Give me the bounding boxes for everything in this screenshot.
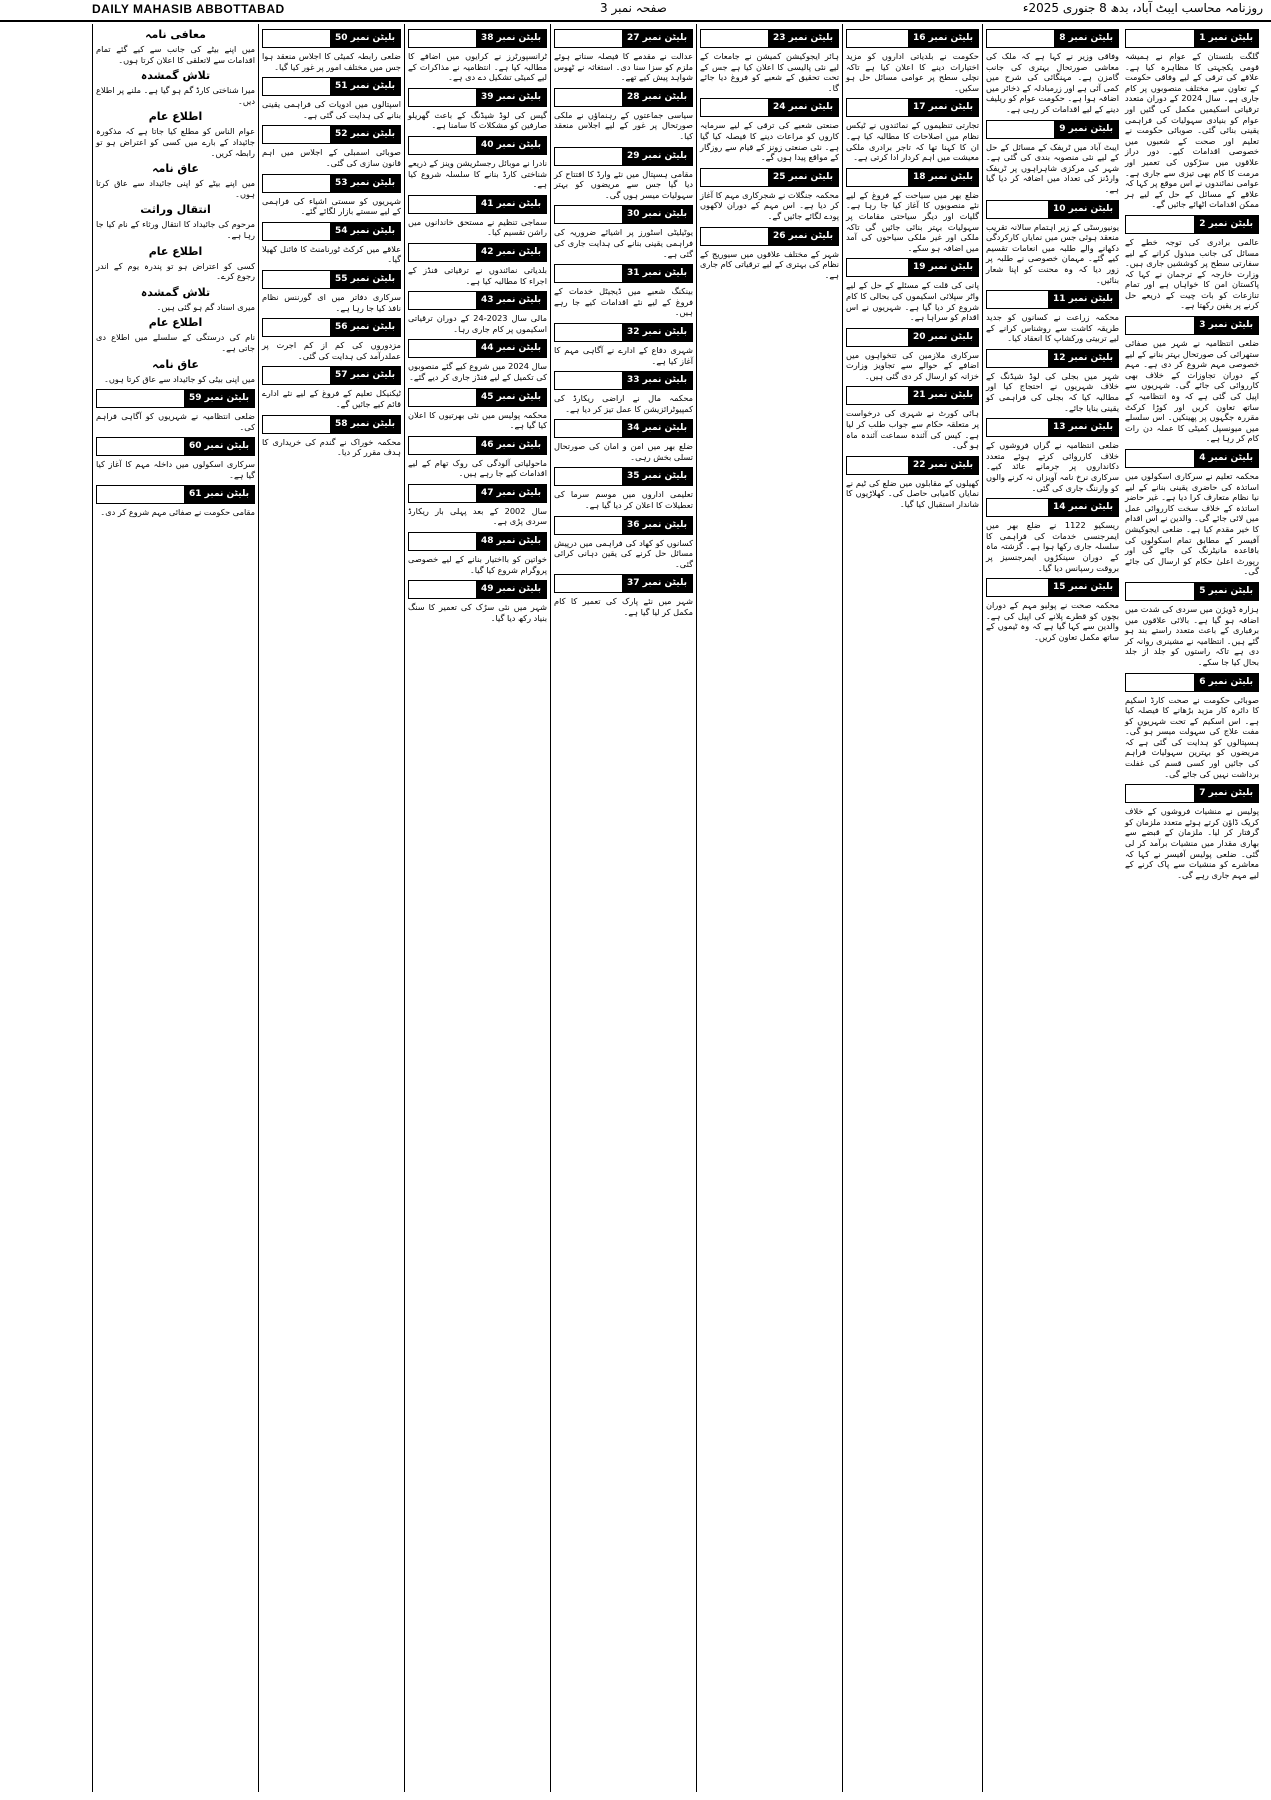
bulletin-label: بلیٹن نمبر 20 bbox=[908, 329, 978, 346]
news-column bbox=[404, 24, 550, 1792]
bulletin-header bbox=[408, 339, 547, 358]
bulletin-label: بلیٹن نمبر 27 bbox=[622, 30, 692, 47]
bulletin-label: بلیٹن نمبر 42 bbox=[476, 244, 546, 261]
bulletin-label: بلیٹن نمبر 17 bbox=[908, 99, 978, 116]
article-text: سرکاری ملازمین کی تنخواہوں میں اضافے کے حوالے سے تجاویز وزارت خزانہ کو ارسال کر دی گئی ہیں۔ bbox=[846, 349, 979, 381]
bulletin-label: بلیٹن نمبر 44 bbox=[476, 340, 546, 357]
notice-heading: تلاش گمشدہ bbox=[140, 285, 211, 299]
bulletin-header bbox=[846, 29, 979, 48]
article-text: میری اسناد گم ہو گئی ہیں۔ bbox=[156, 301, 255, 312]
article-text: صوبائی اسمبلی کے اجلاس میں اہم قانون سازی کی گئی۔ bbox=[262, 147, 401, 168]
article-text: یونیورسٹی کے زیر اہتمام سالانہ تقریب منعقد ہوئی جس میں نمایاں کارکردگی دکھانے والے طلبہ میں انعامات تقسیم کیے گئے۔ مہمان خصوصی نے طلبہ پر زور دیا کہ وہ محنت کو اپنا شعار بنائیں۔ bbox=[986, 221, 1119, 285]
article-text: شہریوں کو سستی اشیاء کی فراہمی کے لیے سستے بازار لگائے گئے۔ bbox=[262, 195, 401, 217]
bulletin-header bbox=[554, 205, 693, 224]
article-text: مقامی حکومت نے صفائی مہم شروع کر دی۔ bbox=[100, 507, 255, 518]
bulletin-header bbox=[262, 270, 401, 289]
bulletin-header bbox=[408, 29, 547, 48]
article-text: سماجی تنظیم نے مستحق خاندانوں میں راشن تقسیم کیا۔ bbox=[408, 216, 547, 238]
bulletin-header bbox=[554, 574, 693, 593]
bulletin-label: بلیٹن نمبر 16 bbox=[908, 30, 978, 47]
bulletin-header bbox=[408, 291, 547, 310]
bulletin-header bbox=[408, 532, 547, 551]
bulletin-header bbox=[700, 98, 839, 117]
bulletin-header bbox=[1125, 316, 1259, 335]
bulletin-header bbox=[700, 29, 839, 48]
bulletin-label: بلیٹن نمبر 56 bbox=[330, 319, 400, 336]
bulletin-label: بلیٹن نمبر 51 bbox=[330, 78, 400, 95]
article-text: سال 2002 کے بعد پہلی بار ریکارڈ سردی پڑی ہے۔ bbox=[408, 505, 548, 527]
article-text: علاقے میں کرکٹ ٹورنامنٹ کا فائنل کھیلا گیا۔ bbox=[262, 243, 401, 265]
article-text: یوٹیلیٹی اسٹورز پر اشیائے ضروریہ کی فراہمی یقینی بنانے کی ہدایت جاری کی گئی ہے۔ bbox=[554, 227, 693, 259]
article-text: کسی کو اعتراض ہو تو پندرہ یوم کے اندر رجوع کرے۔ bbox=[96, 260, 255, 282]
bulletin-header bbox=[554, 419, 693, 438]
dateline: روزنامہ محاسب ایبٹ آباد، بدھ 8 جنوری 2025ء bbox=[1022, 1, 1263, 15]
article-text: مرحوم کی جائیداد کا انتقال ورثاء کے نام کیا جا رہا ہے۔ bbox=[96, 219, 255, 240]
article-text: ضلع بھر میں امن و امان کی صورتحال تسلی بخش رہی۔ bbox=[554, 441, 693, 462]
bulletin-header bbox=[96, 389, 255, 408]
notice-heading: اطلاع عام bbox=[148, 316, 203, 330]
bulletin-header bbox=[986, 349, 1119, 368]
article-text: نام کی درستگی کے سلسلے میں اطلاع دی جاتی ہے۔ bbox=[96, 332, 255, 353]
bulletin-header bbox=[846, 258, 979, 277]
bulletin-header bbox=[986, 120, 1119, 139]
article-text: پانی کی قلت کے مسئلے کے حل کے لیے واٹر سپلائی اسکیموں کی بحالی کا کام شروع کر دیا گیا ہے۔ شہریوں نے اس اقدام کو سراہا ہے۔ bbox=[846, 280, 979, 323]
bulletin-header bbox=[554, 371, 693, 390]
bulletin-header bbox=[262, 29, 401, 48]
article-text: گلگت بلتستان کے عوام نے ہمیشہ قومی یکجہتی کا مظاہرہ کیا ہے۔ علاقے کی ترقی کے لیے وفاقی حکومت کے تعاون سے مختلف منصوبوں پر کام جاری ہے۔ سال 2024 کے دوران متعدد ترقیاتی اسکیمیں مکمل کی گئیں اور عوام کو بنیادی سہولیات کی فراہمی یقینی بنائی گئی۔ صوبائی حکومت نے تعلیم اور صحت کے شعبوں میں خصوصی اقدامات کیے۔ دور دراز علاقوں میں سڑکوں کی تعمیر اور مرمت کا کام بھی تیزی سے جاری ہے۔ عوامی نمائندوں نے اس موقع پر کہا کہ علاقے کے مسائل کے حل کے لیے ہر ممکن اقدامات اٹھائے جائیں گے۔ bbox=[1125, 51, 1260, 210]
bulletin-label: بلیٹن نمبر 15 bbox=[1048, 579, 1118, 596]
bulletin-header bbox=[262, 366, 401, 385]
bulletin-header bbox=[986, 418, 1119, 437]
bulletin-label: بلیٹن نمبر 41 bbox=[476, 196, 546, 213]
bulletin-label: بلیٹن نمبر 55 bbox=[330, 271, 400, 288]
article-text: میں اپنے بیٹے کو اپنی جائیداد سے عاق کرتا ہوں۔ bbox=[96, 178, 255, 199]
bulletin-header bbox=[96, 485, 255, 504]
bulletin-header bbox=[408, 436, 547, 455]
news-column bbox=[696, 24, 842, 1792]
bulletin-label: بلیٹن نمبر 35 bbox=[622, 468, 692, 485]
article-text: شہر میں نئے پارک کی تعمیر کا کام مکمل کر لیا گیا ہے۔ bbox=[554, 596, 693, 618]
bulletin-header bbox=[846, 328, 979, 347]
bulletin-header bbox=[554, 323, 693, 342]
article-text: ٹرانسپورٹرز نے کرایوں میں اضافے کا مطالبہ کیا ہے۔ انتظامیہ نے مذاکرات کے لیے کمیٹی تشکیل دے دی ہے۔ bbox=[408, 51, 547, 83]
article-text: وفاقی وزیر نے کہا ہے کہ ملک کی معاشی صورتحال بہتری کی جانب گامزن ہے۔ مہنگائی کی شرح میں کمی آئی ہے اور زرمبادلہ کے ذخائر میں اضافہ ہوا ہے۔ حکومت عوام کو ریلیف دینے کے لیے اقدامات کر رہی ہے۔ bbox=[986, 51, 1119, 114]
bulletin-label: بلیٹن نمبر 18 bbox=[908, 169, 978, 186]
bulletin-header bbox=[846, 456, 979, 475]
bulletin-label: بلیٹن نمبر 45 bbox=[476, 389, 546, 406]
article-text: شہر میں نئی سڑک کی تعمیر کا سنگ بنیاد رکھ دیا گیا۔ bbox=[408, 602, 547, 623]
bulletin-header bbox=[262, 318, 401, 337]
bulletin-label: بلیٹن نمبر 4 bbox=[1194, 450, 1258, 467]
bulletin-label: بلیٹن نمبر 39 bbox=[476, 89, 546, 106]
bulletin-label: بلیٹن نمبر 29 bbox=[622, 148, 692, 165]
notice-heading: تلاش گمشدہ bbox=[140, 69, 211, 83]
article-text: مزدوروں کی کم از کم اجرت پر عملدرآمد کی ہدایت کی گئی۔ bbox=[262, 340, 401, 361]
article-text: محکمہ جنگلات نے شجرکاری مہم کا آغاز کر دیا ہے۔ اس مہم کے دوران لاکھوں پودے لگائے جائیں گے۔ bbox=[700, 189, 839, 221]
bulletin-header bbox=[846, 168, 979, 187]
bulletin-header bbox=[1125, 215, 1259, 234]
bulletin-label: بلیٹن نمبر 31 bbox=[622, 265, 692, 282]
article-text: کھیلوں کے مقابلوں میں ضلع کی ٹیم نے نمایاں کامیابی حاصل کی۔ کھلاڑیوں کا شاندار استقبال کیا گیا۔ bbox=[846, 477, 979, 510]
bulletin-label: بلیٹن نمبر 57 bbox=[330, 367, 400, 384]
masthead: DAILY MAHASIB ABBOTTABAD bbox=[92, 2, 285, 16]
bulletin-header bbox=[262, 125, 401, 144]
article-text: صنعتی شعبے کی ترقی کے لیے سرمایہ کاروں کو مراعات دینے کا فیصلہ کیا گیا ہے۔ نئی صنعتی زونز کے قیام سے روزگار کے مواقع پیدا ہوں گے۔ bbox=[700, 120, 839, 163]
article-text: محکمہ مال نے اراضی ریکارڈ کی کمپیوٹرائزیشن کا عمل تیز کر دیا ہے۔ bbox=[554, 393, 693, 414]
article-text: ضلعی انتظامیہ نے شہریوں کو آگاہی فراہم کی۔ bbox=[96, 411, 255, 432]
news-column bbox=[982, 24, 1122, 1792]
bulletin-header bbox=[408, 195, 547, 214]
bulletin-header bbox=[986, 578, 1119, 597]
bulletin-header bbox=[262, 174, 401, 193]
notice-heading: انتقال وراثت bbox=[140, 203, 211, 217]
bulletin-label: بلیٹن نمبر 8 bbox=[1054, 30, 1118, 47]
article-text: سال 2024 میں شروع کیے گئے منصوبوں کی تکمیل کے لیے فنڈز جاری کر دیے گئے۔ bbox=[408, 361, 548, 382]
bulletin-label: بلیٹن نمبر 22 bbox=[908, 457, 978, 474]
article-text: ٹیکنیکل تعلیم کے فروغ کے لیے نئے ادارے قائم کیے جائیں گے۔ bbox=[262, 388, 401, 409]
bulletin-label: بلیٹن نمبر 26 bbox=[768, 228, 838, 245]
bulletin-label: بلیٹن نمبر 23 bbox=[768, 30, 838, 47]
bulletin-label: بلیٹن نمبر 46 bbox=[476, 437, 546, 454]
bulletin-label: بلیٹن نمبر 25 bbox=[768, 169, 838, 186]
bulletin-header bbox=[1125, 673, 1259, 692]
bulletin-label: بلیٹن نمبر 53 bbox=[330, 175, 400, 192]
bulletin-header bbox=[1125, 449, 1259, 468]
bulletin-header bbox=[700, 227, 839, 246]
notice-heading: اطلاع عام bbox=[148, 244, 203, 258]
bulletin-header bbox=[554, 264, 693, 283]
article-text: مالی سال 2023-24 کے دوران ترقیاتی اسکیموں پر کام جاری رہا۔ bbox=[408, 313, 547, 334]
article-text: محکمہ زراعت نے کسانوں کو جدید طریقہ کاشت سے روشناس کرانے کے لیے تربیتی ورکشاپ کا انعقاد کیا۔ bbox=[986, 312, 1119, 344]
bulletin-header bbox=[986, 200, 1119, 219]
article-text: میں اپنے بیٹے کی جانب سے کیے گئے تمام اقدامات سے لاتعلقی کا اعلان کرتا ہوں۔ bbox=[96, 44, 255, 65]
article-text: ماحولیاتی آلودگی کی روک تھام کے لیے اقدامات کیے جا رہے ہیں۔ bbox=[408, 457, 547, 479]
bulletin-label: بلیٹن نمبر 11 bbox=[1048, 291, 1118, 308]
article-text: پولیس نے منشیات فروشوں کے خلاف کریک ڈاؤن کرتے ہوئے متعدد ملزمان کو گرفتار کر لیا۔ ملزمان کے قبضے سے بھاری مقدار میں منشیات برآمد کر لی گئی۔ ضلعی پولیس آفیسر نے کہا کہ معاشرے کو منشیات سے پاک کرنے کے لیے مہم جاری رہے گی۔ bbox=[1125, 806, 1259, 880]
article-text: کسانوں کو کھاد کی فراہمی میں درپیش مسائل حل کرنے کی یقین دہانی کرائی گئی۔ bbox=[554, 537, 693, 569]
bulletin-header bbox=[554, 147, 693, 166]
bulletin-label: بلیٹن نمبر 36 bbox=[622, 517, 692, 534]
bulletin-label: بلیٹن نمبر 1 bbox=[1194, 30, 1258, 47]
bulletin-header bbox=[1125, 784, 1259, 803]
bulletin-header bbox=[1125, 29, 1259, 48]
article-text: شہر کے مختلف علاقوں میں سیوریج کے نظام کی بہتری کے لیے ترقیاتی کام جاری ہے۔ bbox=[700, 248, 839, 280]
article-text: محکمہ صحت نے پولیو مہم کے دوران بچوں کو قطرے پلانے کی اپیل کی ہے۔ والدین سے کہا گیا ہے کہ وہ ٹیموں کے ساتھ مکمل تعاون کریں۔ bbox=[986, 600, 1119, 642]
bulletin-label: بلیٹن نمبر 19 bbox=[908, 259, 978, 276]
bulletin-label: بلیٹن نمبر 6 bbox=[1194, 674, 1258, 691]
bulletin-header bbox=[986, 29, 1119, 48]
bulletin-header bbox=[262, 77, 401, 96]
bulletin-header bbox=[846, 386, 979, 405]
bulletin-label: بلیٹن نمبر 37 bbox=[622, 575, 692, 592]
article-text: سرکاری دفاتر میں ای گورننس نظام نافذ کیا جا رہا ہے۔ bbox=[262, 291, 401, 313]
article-text: ہزارہ ڈویژن میں سردی کی شدت میں اضافہ ہو گیا ہے۔ بالائی علاقوں میں برفباری کے باعث متعدد راستے بند ہو گئے ہیں۔ انتظامیہ نے مشینری روانہ کر دی ہے تاکہ راستوں کو جلد از جلد بحال کیا جا سکے۔ bbox=[1125, 603, 1259, 667]
bulletin-header bbox=[700, 168, 839, 187]
page-header bbox=[0, 0, 1271, 22]
bulletin-header bbox=[408, 88, 547, 107]
bulletin-header bbox=[554, 516, 693, 535]
article-text: مقامی ہسپتال میں نئے وارڈ کا افتتاح کر دیا گیا جس سے مریضوں کو بہتر سہولیات میسر ہوں گی۔ bbox=[554, 168, 693, 200]
article-text: خواتین کو بااختیار بنانے کے لیے خصوصی پروگرام شروع کیا گیا۔ bbox=[408, 554, 547, 575]
article-text: عوام الناس کو مطلع کیا جاتا ہے کہ مذکورہ جائیداد کے بارے میں کسی کو اعتراض ہو تو رابطہ کریں۔ bbox=[96, 126, 255, 158]
article-text: بینکنگ شعبے میں ڈیجیٹل خدمات کے فروغ کے لیے نئے اقدامات کیے جا رہے ہیں۔ bbox=[554, 286, 693, 318]
bulletin-label: بلیٹن نمبر 28 bbox=[622, 89, 692, 106]
bulletin-label: بلیٹن نمبر 2 bbox=[1194, 216, 1258, 233]
article-text: عدالت نے مقدمے کا فیصلہ سناتے ہوئے ملزم کو سزا سنا دی۔ استغاثہ نے ٹھوس شواہد پیش کیے تھے۔ bbox=[554, 51, 693, 83]
article-text: محکمہ تعلیم نے سرکاری اسکولوں میں اساتذہ کی حاضری یقینی بنانے کے لیے نیا نظام متعارف کرا دیا ہے۔ غیر حاضر اساتذہ کے خلاف سخت کارروائی عمل میں لائی جائے گی۔ والدین نے اس اقدام کا خیر مقدم کیا ہے۔ ضلعی ایجوکیشن آفیسر کے مطابق تمام اسکولوں کی باقاعدہ مانیٹرنگ کی جائے گی اور رپورٹ اعلیٰ حکام کو ارسال کی جائے گی۔ bbox=[1125, 471, 1259, 577]
article-text: سیاسی جماعتوں کے رہنماؤں نے ملکی صورتحال پر غور کے لیے اجلاس منعقد کیا۔ bbox=[554, 109, 693, 141]
article-text: بلدیاتی نمائندوں نے ترقیاتی فنڈز کے اجراء کا مطالبہ کیا ہے۔ bbox=[408, 264, 547, 286]
notice-heading: عاق نامہ bbox=[152, 162, 199, 176]
article-text: ضلعی انتظامیہ نے شہر میں صفائی ستھرائی کی صورتحال بہتر بنانے کے لیے خصوصی مہم شروع کر دی ہے۔ مہم کے دوران تجاوزات کے خلاف بھی کارروائی کی جائے گی۔ شہریوں سے اپیل کی گئی ہے کہ وہ انتظامیہ کے ساتھ تعاون کریں اور کوڑا کرکٹ مقررہ جگہوں پر پھینکیں۔ اس سلسلے میں میونسپل کمیٹی کا عملہ دن رات کام کر رہا ہے۔ bbox=[1125, 338, 1259, 444]
bulletin-label: بلیٹن نمبر 50 bbox=[330, 30, 400, 47]
bulletin-label: بلیٹن نمبر 34 bbox=[622, 420, 692, 437]
bulletin-label: بلیٹن نمبر 32 bbox=[622, 324, 692, 341]
bulletin-label: بلیٹن نمبر 30 bbox=[622, 206, 692, 223]
bulletin-label: بلیٹن نمبر 5 bbox=[1194, 583, 1258, 600]
article-text: ضلعی انتظامیہ نے گراں فروشوں کے خلاف کارروائی کرتے ہوئے متعدد دکانداروں پر جرمانے عائد کیے۔ سرکاری نرخ نامہ آویزاں نہ کرنے والوں کو وارننگ جاری کی گئی۔ bbox=[986, 440, 1119, 493]
article-text: سرکاری اسکولوں میں داخلہ مہم کا آغاز کیا گیا ہے۔ bbox=[96, 459, 255, 480]
bulletin-header bbox=[408, 388, 547, 407]
article-text: ضلعی رابطہ کمیٹی کا اجلاس منعقد ہوا جس میں مختلف امور پر غور کیا گیا۔ bbox=[262, 51, 401, 72]
bulletin-label: بلیٹن نمبر 60 bbox=[184, 438, 254, 455]
article-text: ایبٹ آباد میں ٹریفک کے مسائل کے حل کے لیے نئی منصوبہ بندی کی گئی ہے۔ شہر کی مرکزی شاہراہوں پر ٹریفک وارڈنز کی تعداد میں اضافہ کر دیا گیا ہے۔ bbox=[986, 141, 1119, 194]
news-column bbox=[550, 24, 696, 1792]
bulletin-label: بلیٹن نمبر 24 bbox=[768, 99, 838, 116]
bulletin-label: بلیٹن نمبر 21 bbox=[908, 387, 978, 404]
article-text: میں اپنی بیٹی کو جائیداد سے عاق کرتا ہوں۔ bbox=[104, 373, 255, 384]
news-column bbox=[92, 24, 258, 1792]
bulletin-header bbox=[554, 88, 693, 107]
article-text: تعلیمی اداروں میں موسم سرما کی تعطیلات کا اعلان کر دیا گیا ہے۔ bbox=[554, 489, 693, 511]
bulletin-label: بلیٹن نمبر 38 bbox=[476, 30, 546, 47]
notice-heading: عاق نامہ bbox=[152, 357, 199, 371]
bulletin-label: بلیٹن نمبر 13 bbox=[1048, 419, 1118, 436]
newspaper-page bbox=[92, 24, 1262, 1792]
news-column bbox=[258, 24, 404, 1792]
article-text: تجارتی تنظیموں کے نمائندوں نے ٹیکس نظام میں اصلاحات کا مطالبہ کیا ہے۔ ان کا کہنا تھا کہ تاجر برادری ملکی معیشت میں اہم کردار ادا کرتی ہے۔ bbox=[846, 120, 979, 163]
notice-heading: معافی نامہ bbox=[145, 28, 206, 41]
article-text: ہائی کورٹ نے شہری کی درخواست پر متعلقہ حکام سے جواب طلب کر لیا ہے۔ کیس کی آئندہ سماعت آئندہ ماہ ہو گی۔ bbox=[846, 408, 979, 451]
article-text: میرا شناختی کارڈ گم ہو گیا ہے۔ ملنے پر اطلاع دیں۔ bbox=[96, 85, 255, 106]
bulletin-label: بلیٹن نمبر 3 bbox=[1194, 317, 1258, 334]
article-text: عالمی برادری کی توجہ خطے کے مسائل کی جانب مبذول کرانے کے لیے سفارتی سطح پر کوششیں جاری ہیں۔ وزارت خارجہ کے ترجمان نے کہا کہ پاکستان امن کا خواہاں ہے اور تمام تنازعات کو بات چیت کے ذریعے حل کرنے پر یقین رکھتا ہے۔ bbox=[1125, 236, 1259, 311]
bulletin-label: بلیٹن نمبر 49 bbox=[476, 581, 546, 598]
bulletin-label: بلیٹن نمبر 33 bbox=[622, 372, 692, 389]
article-text: گیس کی لوڈ شیڈنگ کے باعث گھریلو صارفین کو مشکلات کا سامنا ہے۔ bbox=[408, 109, 547, 131]
bulletin-label: بلیٹن نمبر 43 bbox=[476, 292, 546, 309]
article-text: شہری دفاع کے ادارے نے آگاہی مہم کا آغاز کیا ہے۔ bbox=[554, 344, 693, 366]
news-column bbox=[1122, 24, 1262, 1792]
bulletin-header bbox=[554, 467, 693, 486]
bulletin-label: بلیٹن نمبر 52 bbox=[330, 126, 400, 143]
bulletin-label: بلیٹن نمبر 54 bbox=[330, 223, 400, 240]
bulletin-label: بلیٹن نمبر 47 bbox=[476, 485, 546, 502]
article-text: محکمہ خوراک نے گندم کی خریداری کا ہدف مقرر کر دیا۔ bbox=[262, 436, 401, 458]
bulletin-label: بلیٹن نمبر 61 bbox=[184, 486, 254, 503]
bulletin-label: بلیٹن نمبر 7 bbox=[1194, 785, 1258, 802]
bulletin-header bbox=[554, 29, 693, 48]
news-column bbox=[842, 24, 982, 1792]
article-text: شہر میں بجلی کی لوڈ شیڈنگ کے خلاف شہریوں نے احتجاج کیا اور مطالبہ کیا کہ بجلی کی فراہمی کو یقینی بنایا جائے۔ bbox=[986, 370, 1119, 413]
bulletin-header bbox=[986, 290, 1119, 309]
bulletin-header bbox=[408, 580, 547, 599]
bulletin-label: بلیٹن نمبر 58 bbox=[330, 416, 400, 433]
article-text: ہائر ایجوکیشن کمیشن نے جامعات کے لیے نئی پالیسی کا اعلان کیا ہے جس کے تحت تحقیق کے شعبے کو فروغ دیا جائے گا۔ bbox=[700, 51, 839, 93]
bulletin-header bbox=[846, 98, 979, 117]
article-text: محکمہ پولیس میں نئی بھرتیوں کا اعلان کیا گیا ہے۔ bbox=[408, 409, 547, 431]
bulletin-header bbox=[1125, 582, 1259, 601]
bulletin-header bbox=[408, 243, 547, 262]
article-text: ریسکیو 1122 نے ضلع بھر میں ایمرجنسی خدمات کی فراہمی کا سلسلہ جاری رکھا ہوا ہے۔ گزشتہ ماہ کے دوران سینکڑوں ایمرجنسیز پر بروقت رسپانس دیا گیا۔ bbox=[986, 520, 1119, 573]
article-text: حکومت نے بلدیاتی اداروں کو مزید اختیارات دینے کا اعلان کیا ہے تاکہ نچلی سطح پر عوامی مسائل حل ہو سکیں۔ bbox=[846, 51, 979, 93]
article-text: اسپتالوں میں ادویات کی فراہمی یقینی بنانے کی ہدایت کی گئی ہے۔ bbox=[262, 99, 401, 120]
page-number: صفحہ نمبر 3 bbox=[600, 1, 667, 15]
bulletin-label: بلیٹن نمبر 59 bbox=[184, 390, 254, 407]
bulletin-header bbox=[262, 415, 401, 434]
bulletin-header bbox=[96, 437, 255, 456]
bulletin-label: بلیٹن نمبر 9 bbox=[1054, 121, 1118, 138]
bulletin-label: بلیٹن نمبر 12 bbox=[1048, 350, 1118, 367]
bulletin-label: بلیٹن نمبر 14 bbox=[1048, 499, 1118, 516]
bulletin-header bbox=[986, 498, 1119, 517]
bulletin-label: بلیٹن نمبر 10 bbox=[1048, 201, 1118, 218]
article-text: ضلع بھر میں سیاحت کے فروغ کے لیے نئے منصوبوں کا آغاز کیا جا رہا ہے۔ گلیات اور دیگر سیاحتی مقامات پر سہولیات بہتر بنائی جائیں گی تاکہ ملکی اور غیر ملکی سیاحوں کی آمد میں اضافہ ہو سکے۔ bbox=[846, 189, 979, 253]
bulletin-header bbox=[262, 222, 401, 241]
notice-heading: اطلاع عام bbox=[148, 110, 203, 124]
bulletin-header bbox=[408, 484, 547, 503]
article-text: نادرا نے موبائل رجسٹریشن وینز کے ذریعے شناختی کارڈ بنانے کا سلسلہ شروع کیا ہے۔ bbox=[408, 157, 547, 190]
bulletin-label: بلیٹن نمبر 48 bbox=[476, 533, 546, 550]
bulletin-header bbox=[408, 136, 547, 155]
article-text: صوبائی حکومت نے صحت کارڈ اسکیم کا دائرہ کار مزید بڑھانے کا فیصلہ کیا ہے۔ اس اسکیم کے تحت شہریوں کو مفت علاج کی سہولت میسر ہو گی۔ ہسپتالوں کو ہدایت کی گئی ہے کہ مریضوں کو بہترین سہولیات فراہم کی جائیں اور کسی قسم کی غفلت برداشت نہیں کی جائے گی۔ bbox=[1125, 694, 1259, 779]
bulletin-label: بلیٹن نمبر 40 bbox=[476, 137, 546, 154]
